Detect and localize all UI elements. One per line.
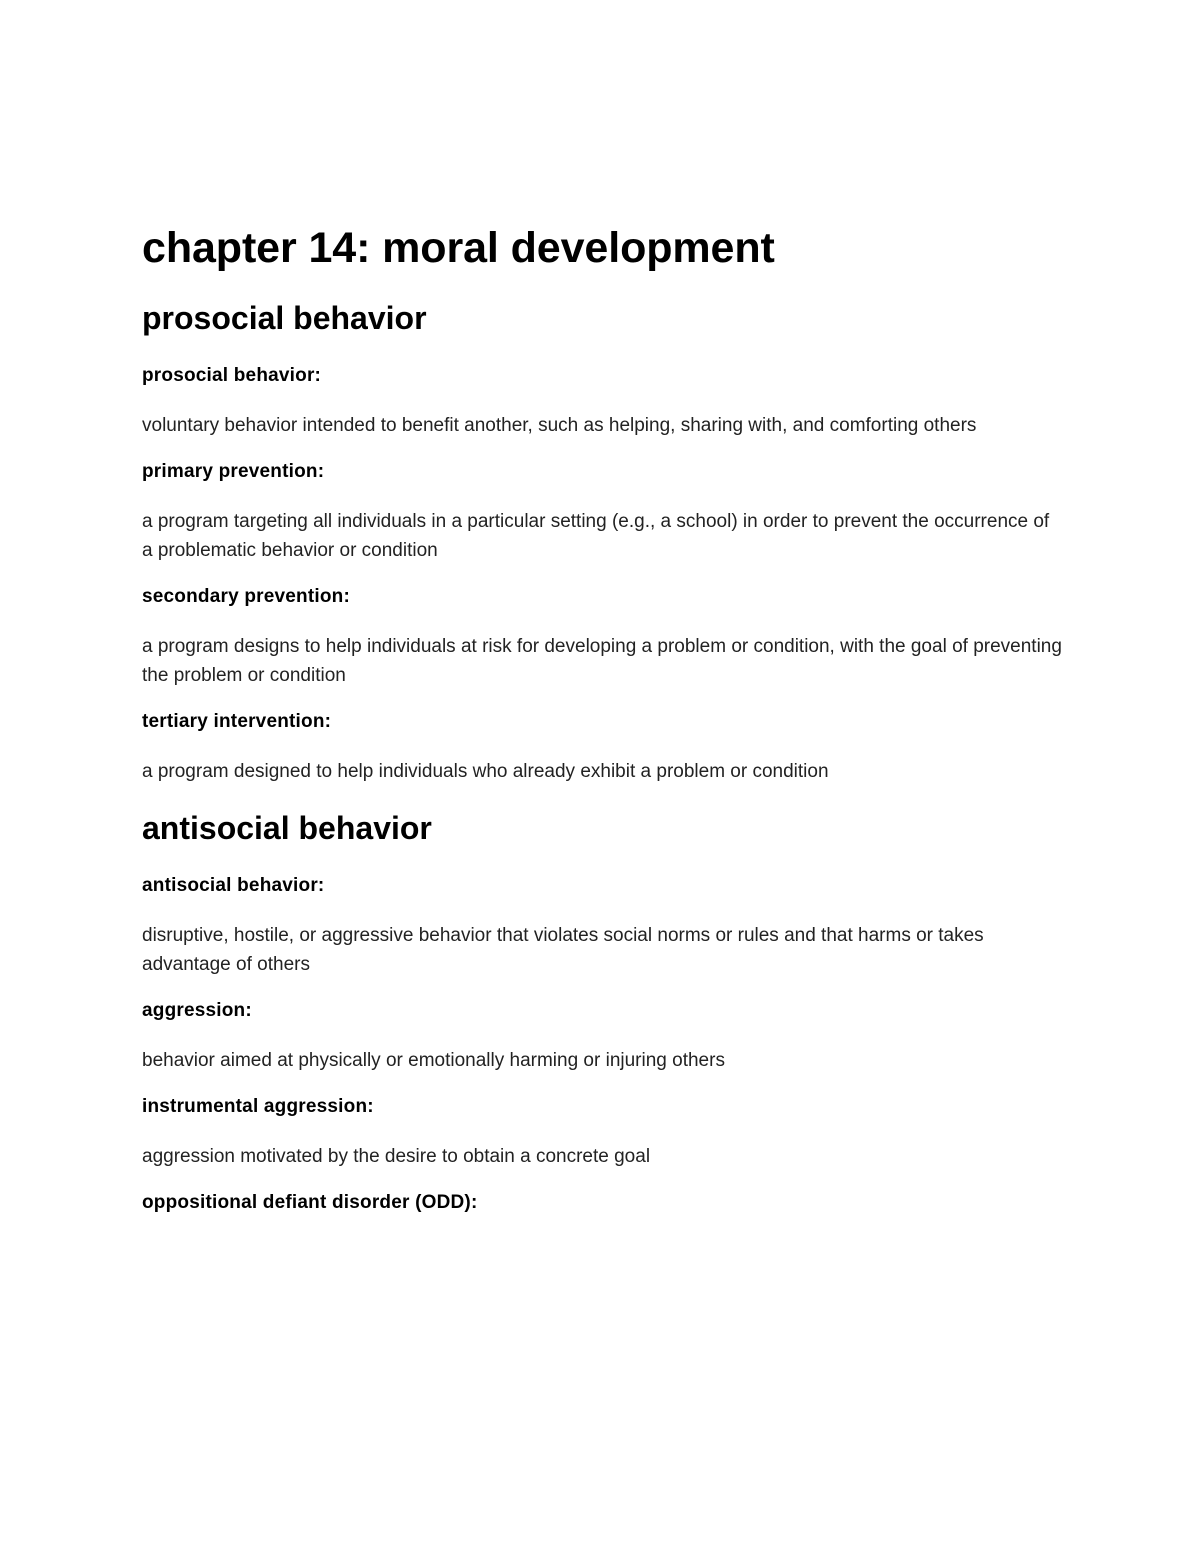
term-definition: a program designed to help individuals who already exhibit a problem or condition [142,761,829,782]
term-definition: aggression motivated by the desire to obtain a concrete goal [142,1146,651,1167]
term-label: oppositional defiant disorder (ODD): [142,1192,478,1213]
glossary-entry [142,1095,1062,1171]
section-heading: antisocial behavior [142,810,432,846]
term-definition: a program targeting all individuals in a particular setting (e.g., a school) in order to prevent the occurrence of a problematic behavior or condition [142,511,1050,561]
section-heading: prosocial behavior [142,300,427,336]
term-definition: disruptive, hostile, or aggressive behavior that violates social norms or rules and that harms or takes advantage of others [142,925,984,975]
glossary-entry [142,710,1062,786]
term-definition: a program designs to help individuals at risk for developing a problem or condition, with the goal of preventing the problem or condition [142,636,1062,686]
term-definition: behavior aimed at physically or emotionally harming or injuring others [142,1050,725,1071]
document-content [142,218,1062,1238]
glossary-entry [142,874,1062,979]
term-label: tertiary intervention: [142,711,332,732]
glossary-entry [142,585,1062,690]
page-title: chapter 14: moral development [142,224,775,272]
term-definition: voluntary behavior intended to benefit another, such as helping, sharing with, and comforting others [142,415,977,436]
section-antisocial [142,808,1062,1215]
glossary-entry [142,364,1062,440]
term-label: instrumental aggression: [142,1096,374,1117]
term-label: secondary prevention: [142,586,350,607]
term-label: primary prevention: [142,461,325,482]
glossary-entry [142,999,1062,1075]
glossary-entry [142,1191,1062,1215]
term-label: prosocial behavior: [142,365,322,386]
term-label: antisocial behavior: [142,875,325,896]
glossary-entry [142,460,1062,565]
term-label: aggression: [142,1000,252,1021]
section-prosocial [142,298,1062,786]
